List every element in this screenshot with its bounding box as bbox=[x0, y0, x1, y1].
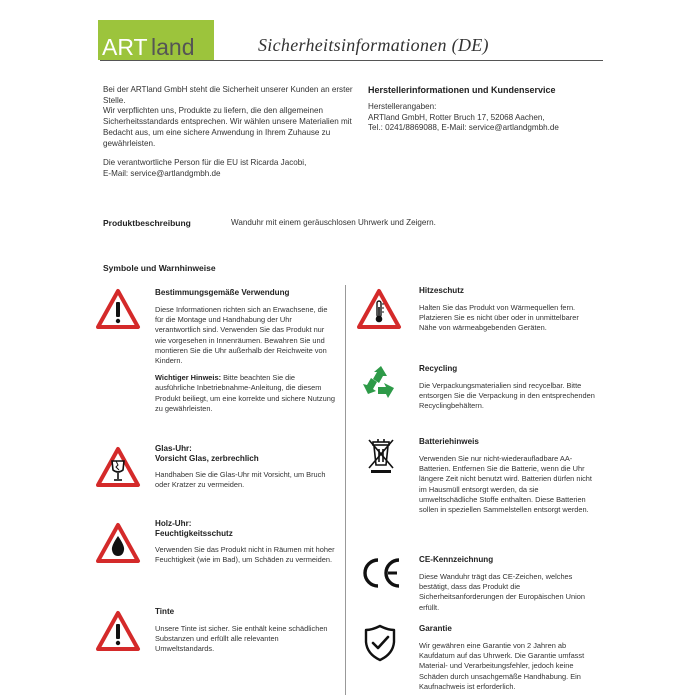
entry-body: Die Verpackungsmaterialien sind recycelbar. Bitte entsorgen Sie die Verpackung in den entsprechenden Recyclingbehältern. bbox=[419, 381, 595, 411]
entry-heading: Glas-Uhr: Vorsicht Glas, zerbrechlich bbox=[155, 444, 259, 463]
entry-body: Verwenden Sie nur nicht-wiederaufladbare AA-Batterien. Entfernen Sie die Batterie, wenn die Uhr längere Zeit nicht benutzt wird. Batterien dürfen nicht im Hausmüll entsorgt werden, da sie umweltschädliche Stoffe enthalten. Diese Batterien sollen in speziellen Sammelstellen entsorgt werden. bbox=[419, 454, 592, 515]
ce-mark-icon bbox=[358, 555, 404, 591]
title-divider bbox=[100, 60, 603, 61]
entry-wood-clock bbox=[155, 519, 335, 565]
product-description: Wanduhr mit einem geräuschlosen Uhrwerk und Zeigern. bbox=[231, 218, 436, 227]
product-label: Produktbeschreibung bbox=[103, 218, 191, 228]
symbols-heading: Symbole und Warnhinweise bbox=[103, 263, 216, 273]
entry-glass-clock bbox=[155, 444, 335, 490]
intro-paragraph-1: Bei der ARTland GmbH steht die Sicherheit unserer Kunden an erster Stelle. Wir verpflichten uns, Produkte zu liefern, die den allgemeinen Sicherheitsstandards entsprechen. Wir wählen unsere Materialien mit Bedacht aus, um eine sichere Anwendung in Ihrem Zuhause zu gewährleisten. bbox=[103, 85, 353, 148]
manufacturer-heading: Herstellerinformationen und Kundenservice bbox=[368, 85, 556, 95]
entry-body: Handhaben Sie die Glas-Uhr mit Vorsicht, um Bruch oder Kratzer zu vermeiden. bbox=[155, 470, 326, 490]
entry-intended-use bbox=[155, 288, 335, 421]
entry-heading: Batteriehinweis bbox=[419, 437, 479, 446]
entry-body: Verwenden Sie das Produkt nicht in Räumen mit hoher Feuchtigkeit (wie im Bad), um Schäden zu vermeiden. bbox=[155, 545, 335, 565]
entry-battery bbox=[419, 437, 597, 515]
entry-body: Wir gewähren eine Garantie von 2 Jahren ab Kaufdatum auf das Uhrwerk. Die Garantie umfasst Material- und Verarbeitungsfehler, jedoch keine Schäden durch unsachgemäße Handhabung. Ein Kaufnachweis ist erforderlich. bbox=[419, 641, 585, 691]
recycling-icon bbox=[360, 362, 402, 404]
entry-body: Diese Wanduhr trägt das CE-Zeichen, welches bestätigt, dass das Produkt die Sicherheitsanforderungen der Europäischen Union erfüllt. bbox=[419, 572, 585, 612]
entry-heading: Garantie bbox=[419, 624, 452, 633]
important-note-label: Wichtiger Hinweis: bbox=[155, 373, 222, 383]
entry-body: Unsere Tinte ist sicher. Sie enthält keine schädlichen Substanzen und erfüllt alle relevanten Umweltstandards. bbox=[155, 624, 328, 654]
logo-art-text: ART bbox=[102, 34, 148, 60]
heat-thermometer-icon bbox=[356, 288, 402, 330]
manufacturer-line: Herstellerangaben: bbox=[368, 102, 437, 111]
entry-heading: Recycling bbox=[419, 364, 458, 373]
crossed-bin-icon bbox=[363, 436, 399, 476]
logo-land-text: land bbox=[151, 34, 195, 60]
entry-heading: Tinte bbox=[155, 607, 175, 616]
fragile-glass-icon bbox=[95, 446, 141, 488]
warning-exclamation-icon bbox=[95, 610, 141, 652]
entry-body: Halten Sie das Produkt von Wärmequellen fern. Platzieren Sie es nicht über oder in unmittelbarer Nähe von wärmeabgebenden Geräten. bbox=[419, 303, 579, 333]
guarantee-shield-icon bbox=[362, 623, 398, 663]
entry-ce-marking bbox=[419, 555, 597, 613]
intro-text bbox=[103, 85, 353, 189]
document-title: Sicherheitsinformationen (DE) bbox=[258, 35, 489, 55]
manufacturer-info bbox=[368, 102, 608, 134]
entry-heading: Hitzeschutz bbox=[419, 286, 464, 295]
entry-heading: CE-Kennzeichnung bbox=[419, 555, 494, 564]
manufacturer-line: Tel.: 0241/8869088, E-Mail: service@artlandgmbh.de bbox=[368, 123, 559, 133]
entry-heading: Holz-Uhr: Feuchtigkeitsschutz bbox=[155, 519, 233, 538]
moisture-drop-icon bbox=[95, 522, 141, 564]
entry-ink bbox=[155, 607, 335, 655]
artland-logo bbox=[98, 20, 214, 60]
entry-guarantee bbox=[419, 624, 597, 692]
entry-recycling bbox=[419, 364, 597, 412]
warning-exclamation-icon bbox=[95, 288, 141, 330]
intro-paragraph-2: Die verantwortliche Person für die EU ist Ricarda Jacobi, E-Mail: service@artlandgmbh.de bbox=[103, 158, 307, 178]
entry-heading: Bestimmungsgemäße Verwendung bbox=[155, 288, 290, 297]
entry-heat-protection bbox=[419, 286, 597, 334]
entry-body: Diese Informationen richten sich an Erwachsene, die für die Montage und Handhabung der Uhr verantwortlich sind. Verwenden Sie das Produkt nur wie vorgesehen in Innenräumen. Bewahren Sie und montieren Sie die Uhr außerhalb der Reichweite von Kindern. Wichtiger Hinweis: Bitte beachten Sie die ausführliche Inbetriebnahme-Anleitung, die diesem Produkt beiliegt, um eine korrekte und sichere Nutzung zu gewährleisten. bbox=[155, 305, 335, 413]
column-divider bbox=[345, 285, 346, 695]
manufacturer-line: ARTland GmbH, Rotter Bruch 17, 52068 Aachen, bbox=[368, 112, 545, 122]
